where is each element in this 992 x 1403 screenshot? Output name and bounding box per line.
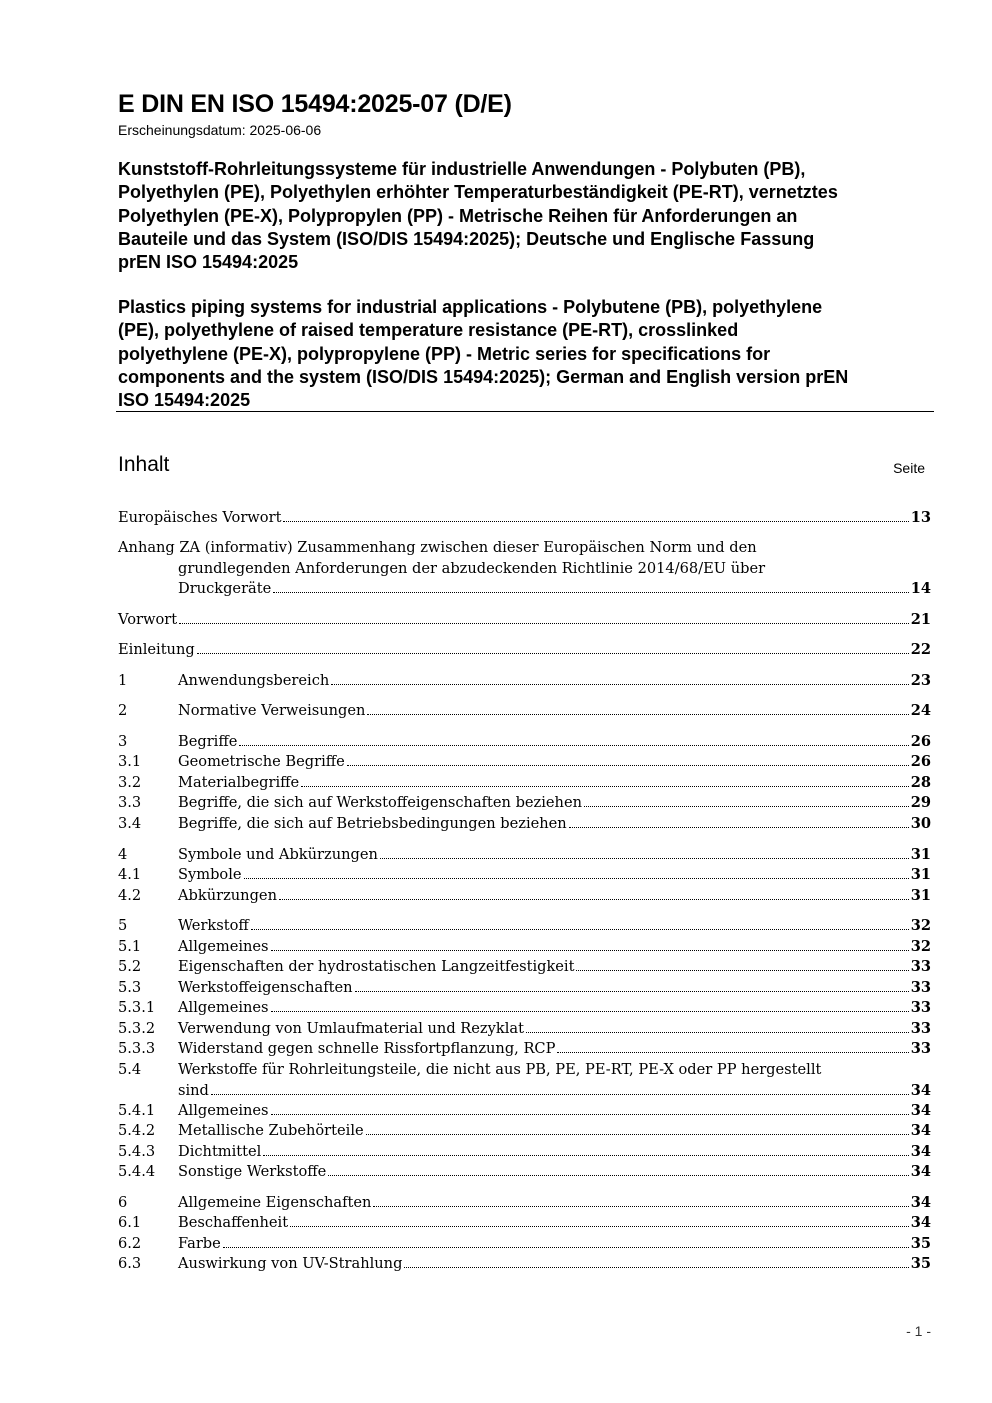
toc-entry[interactable] xyxy=(118,773,931,794)
toc-entry-title: Metallische Zubehörteile xyxy=(178,1122,364,1139)
toc-entry-number: 5.3 xyxy=(118,979,142,996)
toc-entry-title: Allgemeines xyxy=(178,1102,269,1119)
toc-entry[interactable] xyxy=(118,845,931,866)
toc-leader-dots xyxy=(355,991,909,992)
toc-entry-page: 23 xyxy=(910,672,931,689)
toc-leader-dots xyxy=(347,765,909,766)
toc-leader-dots xyxy=(366,1134,909,1135)
toc-entry-page: 34 xyxy=(910,1214,931,1231)
toc-entry-title-continuation: Druckgeräte xyxy=(178,580,272,597)
toc-entry[interactable] xyxy=(118,998,931,1019)
toc-entry-title: Geometrische Begriffe xyxy=(178,753,345,770)
toc-entry-page: 31 xyxy=(910,887,931,904)
toc-leader-dots xyxy=(283,521,908,522)
toc-entry-number: 4.1 xyxy=(118,866,142,883)
toc-entry-number: 5.4.1 xyxy=(118,1102,156,1119)
toc-entry-title: Auswirkung von UV-Strahlung xyxy=(178,1255,403,1272)
toc-heading: Inhalt xyxy=(118,453,170,476)
toc-entry-number: 4 xyxy=(118,846,128,863)
toc-leader-dots xyxy=(526,1032,909,1033)
toc-entry-number: 5.2 xyxy=(118,958,142,975)
toc-leader-dots xyxy=(271,1114,909,1115)
toc-entry-page: 34 xyxy=(910,1102,931,1119)
toc-entry-number: 5.3.3 xyxy=(118,1040,156,1057)
toc-leader-dots xyxy=(251,929,909,930)
title-german-line: Polyethylen (PE-X), Polypropylen (PP) - Metrische Reihen für Anforderungen an xyxy=(118,205,798,226)
toc-entry[interactable] xyxy=(118,1039,931,1060)
toc-entry-title: Beschaffenheit xyxy=(178,1214,289,1231)
title-english xyxy=(118,296,938,412)
toc-entry-number: 5.3.1 xyxy=(118,999,156,1016)
toc-leader-dots xyxy=(301,786,909,787)
title-divider xyxy=(116,411,934,412)
toc-entry[interactable] xyxy=(118,793,931,814)
toc-entry-page: 26 xyxy=(910,733,931,750)
toc-page-label: Seite xyxy=(893,460,925,476)
toc-entry-title: Materialbegriffe xyxy=(178,774,300,791)
toc-entry-title: Allgemeines xyxy=(178,999,269,1016)
toc-entry-page: 34 xyxy=(910,1122,931,1139)
toc-entry[interactable] xyxy=(118,538,931,600)
title-german-line: Kunststoff-Rohrleitungssysteme für industrielle Anwendungen - Polybuten (PB), xyxy=(118,159,806,179)
toc-entry-title: Werkstoffe für Rohrleitungsteile, die nicht aus PB, PE, PE-RT, PE-X oder PP hergestellt xyxy=(178,1061,822,1078)
toc-entry-title: Sonstige Werkstoffe xyxy=(178,1163,327,1180)
toc-entry-number: 3.4 xyxy=(118,815,142,832)
toc-entry-number: 5.4.2 xyxy=(118,1122,156,1139)
document-title: E DIN EN ISO 15494:2025-07 (D/E) xyxy=(118,90,512,118)
toc-entry-title-continuation: sind xyxy=(178,1081,209,1099)
title-german-line: prEN ISO 15494:2025 xyxy=(118,252,299,273)
toc-entry-number: 6.1 xyxy=(118,1214,142,1231)
toc-entry-title: Dichtmittel xyxy=(178,1143,262,1160)
toc-entry[interactable] xyxy=(118,814,931,835)
toc-entry[interactable] xyxy=(118,1121,931,1142)
toc-leader-dots xyxy=(576,970,908,971)
toc-entry-number: 3.3 xyxy=(118,794,142,811)
title-english-line: Plastics piping systems for industrial applications - Polybutene (PB), polyethylene xyxy=(118,297,823,317)
toc-entry-number: 3.2 xyxy=(118,774,142,791)
toc-entry[interactable] xyxy=(118,886,931,907)
toc-entry-page: 34 xyxy=(910,1194,931,1211)
toc-entry[interactable] xyxy=(118,640,931,661)
toc-entry[interactable] xyxy=(118,957,931,978)
toc-entry[interactable] xyxy=(118,752,931,773)
title-english-line: ISO 15494:2025 xyxy=(118,390,251,411)
toc-entry-page: 32 xyxy=(910,938,931,955)
toc-leader-dots xyxy=(273,592,908,593)
toc-entry-title-continuation: grundlegenden Anforderungen der abzudeckenden Richtlinie 2014/68/EU über xyxy=(178,559,766,577)
toc-entry-number: 6 xyxy=(118,1194,128,1211)
toc-entry-number: 1 xyxy=(118,672,128,689)
toc-entry[interactable] xyxy=(118,1254,931,1275)
toc-entry-page: 31 xyxy=(910,846,931,863)
title-german xyxy=(118,158,938,274)
toc-entry-number: 5.4.3 xyxy=(118,1143,156,1160)
toc-leader-dots xyxy=(263,1155,908,1156)
toc-leader-dots xyxy=(239,745,908,746)
toc-entry[interactable] xyxy=(118,1101,931,1122)
toc-entry-page: 31 xyxy=(910,866,931,883)
toc-entry[interactable] xyxy=(118,671,931,692)
toc-entry[interactable] xyxy=(118,508,931,529)
toc-entry-title: Begriffe xyxy=(178,733,238,750)
toc-entry[interactable] xyxy=(118,610,931,631)
toc-entry-number: 3 xyxy=(118,733,128,750)
toc-entry-title: Farbe xyxy=(178,1235,221,1252)
toc-leader-dots xyxy=(373,1206,908,1207)
toc-entry-title: Begriffe, die sich auf Betriebsbedingungen beziehen xyxy=(178,815,567,832)
toc-entry-number: 5.3.2 xyxy=(118,1020,156,1037)
toc-entry-page: 33 xyxy=(910,958,931,975)
toc-entry[interactable] xyxy=(118,732,931,753)
toc-entry-page: 24 xyxy=(910,702,931,719)
toc-entry-number: 5.4.4 xyxy=(118,1163,156,1180)
toc-entry[interactable] xyxy=(118,1234,931,1255)
title-english-line: (PE), polyethylene of raised temperature resistance (PE-RT), crosslinked xyxy=(118,320,739,341)
toc-leader-dots xyxy=(290,1226,909,1227)
toc-entry-page: 35 xyxy=(910,1255,931,1272)
toc-entry-title: Vorwort xyxy=(118,611,178,628)
toc-entry-page: 28 xyxy=(910,774,931,791)
toc-entry-number: 6.3 xyxy=(118,1255,142,1272)
toc-leader-dots xyxy=(279,899,909,900)
toc-entry[interactable] xyxy=(118,1019,931,1040)
toc-entry[interactable] xyxy=(118,978,931,999)
toc-entry-title: Symbole xyxy=(178,866,242,883)
toc-entry[interactable] xyxy=(118,701,931,722)
toc-entry-title: Werkstoffeigenschaften xyxy=(178,979,353,996)
toc-leader-dots xyxy=(557,1052,908,1053)
toc-leader-dots xyxy=(380,858,909,859)
toc-entry[interactable] xyxy=(118,865,931,886)
toc-entry-page: 34 xyxy=(910,1081,931,1099)
toc-entry[interactable] xyxy=(118,1213,931,1234)
toc-entry-title: Einleitung xyxy=(118,641,195,658)
toc-entry[interactable] xyxy=(118,1193,931,1214)
toc-entry-number: 4.2 xyxy=(118,887,142,904)
toc-entry-page: 35 xyxy=(910,1235,931,1252)
title-english-line: polyethylene (PE-X), polypropylene (PP) - Metric series for specifications for xyxy=(118,343,771,364)
toc-entry-title: Abkürzungen xyxy=(178,887,277,904)
toc-entry-page: 33 xyxy=(910,1020,931,1037)
toc-entry-page: 33 xyxy=(910,1040,931,1057)
toc-entry-number: 2 xyxy=(118,702,128,719)
title-german-line: Bauteile und das System (ISO/DIS 15494:2025); Deutsche und Englische Fassung xyxy=(118,228,815,249)
toc-entry-title: Allgemeine Eigenschaften xyxy=(178,1194,372,1211)
title-german-line: Polyethylen (PE), Polyethylen erhöhter Temperaturbeständigkeit (PE-RT), vernetztes xyxy=(118,182,838,203)
toc-entry-page: 22 xyxy=(910,641,931,658)
toc-entry-page: 13 xyxy=(910,509,931,526)
toc-entry-page: 30 xyxy=(910,815,931,832)
toc-leader-dots xyxy=(404,1267,908,1268)
toc-entry-title: Symbole und Abkürzungen xyxy=(178,846,378,863)
toc-entry-number: 3.1 xyxy=(118,753,142,770)
toc-leader-dots xyxy=(584,806,909,807)
toc-leader-dots xyxy=(179,623,909,624)
toc-entry-title: Europäisches Vorwort xyxy=(118,509,282,526)
toc-entry-title: Widerstand gegen schnelle Rissfortpflanzung, RCP xyxy=(178,1040,556,1057)
toc-leader-dots xyxy=(331,684,908,685)
toc-leader-dots xyxy=(244,878,909,879)
toc-entry-number: 6.2 xyxy=(118,1235,142,1252)
toc-entry-page: 33 xyxy=(910,979,931,996)
toc-leader-dots xyxy=(223,1247,909,1248)
toc-entry-title: Begriffe, die sich auf Werkstoffeigenschaften beziehen xyxy=(178,794,582,811)
toc-entry-title: Eigenschaften der hydrostatischen Langzeitfestigkeit xyxy=(178,958,575,975)
toc-entry-title: Normative Verweisungen xyxy=(178,702,366,719)
toc-leader-dots xyxy=(328,1175,908,1176)
toc-entry-page: 29 xyxy=(910,794,931,811)
publication-date: Erscheinungsdatum: 2025-06-06 xyxy=(118,122,322,138)
toc-entry[interactable] xyxy=(118,1162,931,1183)
toc-entry-page: 21 xyxy=(910,611,931,628)
toc-leader-dots xyxy=(569,827,909,828)
toc-entry-page: 33 xyxy=(910,999,931,1016)
toc-entry-number: 5 xyxy=(118,917,128,934)
toc-leader-dots xyxy=(197,653,909,654)
toc-entry-number: 5.4 xyxy=(118,1061,142,1078)
toc-entry-title: Anwendungsbereich xyxy=(178,672,330,689)
toc-entry-title: Verwendung von Umlaufmaterial und Rezyklat xyxy=(178,1020,524,1037)
toc-entry-page: 26 xyxy=(910,753,931,770)
toc-entry[interactable] xyxy=(118,1142,931,1163)
toc-entry-page: 14 xyxy=(910,580,931,597)
page-number: - 1 - xyxy=(906,1323,931,1339)
toc-leader-dots xyxy=(271,950,909,951)
toc-entry-number: 5.1 xyxy=(118,938,142,955)
toc-entry-page: 34 xyxy=(910,1143,931,1160)
toc-entry[interactable] xyxy=(118,916,931,937)
toc-entry[interactable] xyxy=(118,1060,931,1101)
toc-leader-dots xyxy=(367,714,908,715)
toc-entry-title: Allgemeines xyxy=(178,938,269,955)
toc-leader-dots xyxy=(211,1094,909,1095)
toc-entry-page: 32 xyxy=(910,917,931,934)
toc-entry-page: 34 xyxy=(910,1163,931,1180)
title-english-line: components and the system (ISO/DIS 15494:2025); German and English version prEN xyxy=(118,366,849,387)
toc-entry[interactable] xyxy=(118,937,931,958)
toc-entry-title: Anhang ZA (informativ) Zusammenhang zwischen dieser Europäischen Norm und den xyxy=(118,539,757,556)
toc-entry-title: Werkstoff xyxy=(178,917,249,934)
toc-leader-dots xyxy=(271,1011,909,1012)
